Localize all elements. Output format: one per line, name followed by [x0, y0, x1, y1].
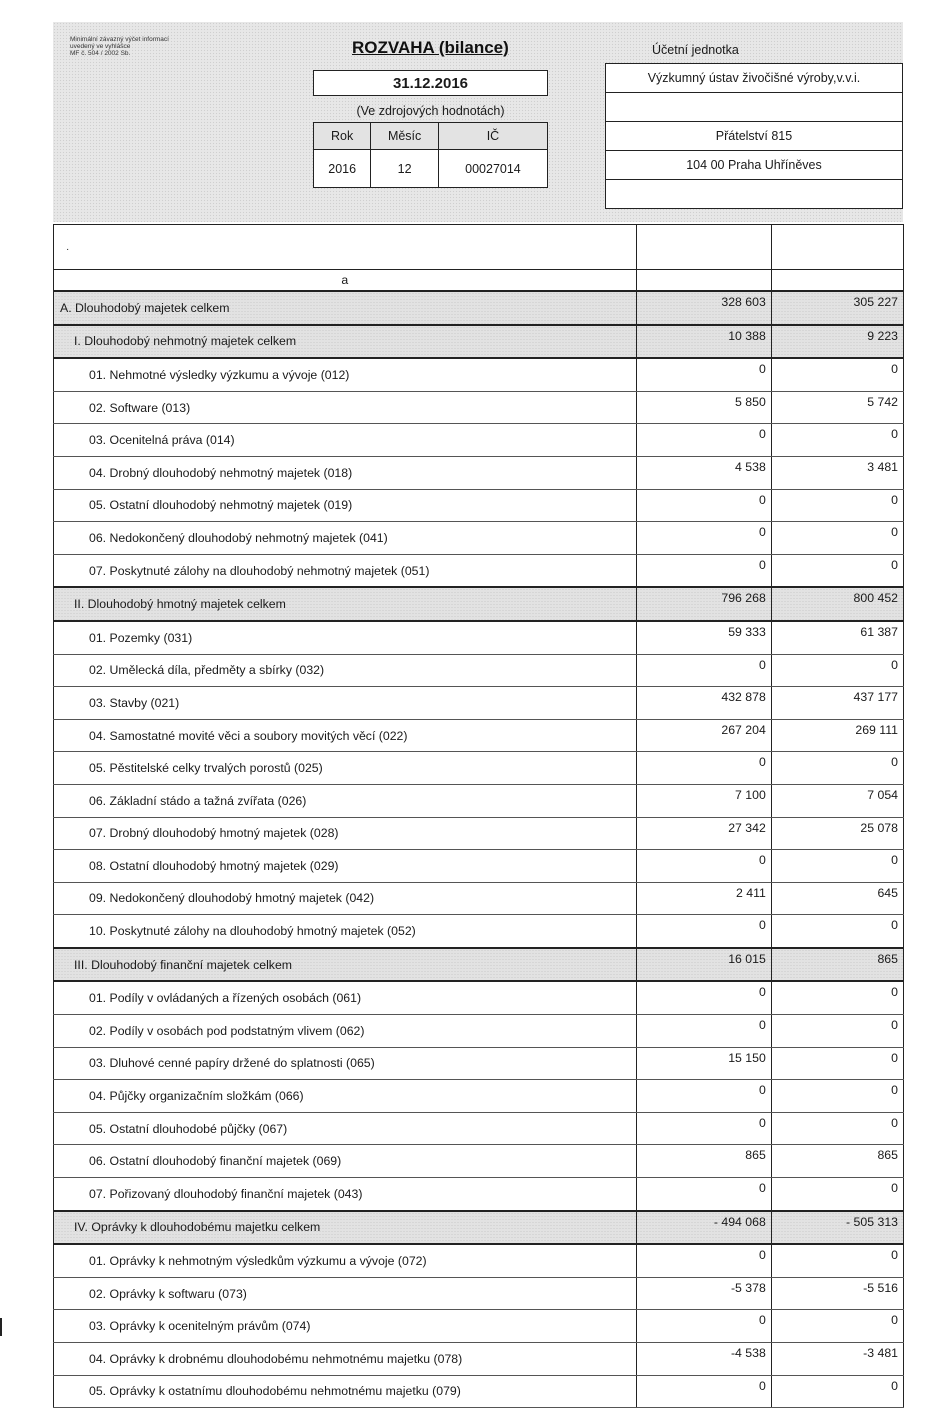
previous-period-value: 0 [771, 1178, 903, 1211]
row-label: 04. Samostatné movité věci a soubory movitých věcí (022) [54, 719, 637, 752]
current-period-value: 432 878 [636, 687, 771, 720]
table-row [54, 1244, 904, 1277]
balance-table [53, 224, 904, 1408]
row-label: 03. Stavby (021) [54, 687, 637, 720]
previous-period-value: 0 [771, 554, 903, 587]
column-letter-a: a [54, 270, 637, 292]
legal-note [70, 36, 169, 57]
previous-period-value: 0 [771, 1375, 903, 1408]
row-label: 04. Půjčky organizačním složkám (066) [54, 1080, 637, 1113]
table-row [54, 784, 904, 817]
header-cell [636, 225, 771, 270]
table-row [54, 1145, 904, 1178]
previous-period-value: 645 [771, 882, 903, 915]
previous-period-value: 5 742 [771, 391, 903, 424]
current-period-value: 2 411 [636, 882, 771, 915]
row-label: 02. Oprávky k softwaru (073) [54, 1277, 637, 1310]
current-period-value: 15 150 [636, 1047, 771, 1080]
current-period-value: 4 538 [636, 456, 771, 489]
row-label: 02. Umělecká díla, předměty a sbírky (032) [54, 654, 637, 687]
table-row [54, 522, 904, 555]
table-row [54, 1277, 904, 1310]
current-period-value: 0 [636, 1112, 771, 1145]
current-period-value: 0 [636, 1244, 771, 1277]
previous-period-value: 305 227 [771, 291, 903, 325]
row-label: 03. Ocenitelná práva (014) [54, 424, 637, 457]
row-label: 01. Oprávky k nehmotným výsledkům výzkumu a vývoje (072) [54, 1244, 637, 1277]
current-period-value: 0 [636, 1080, 771, 1113]
row-label: 07. Poskytnuté zálohy na dlouhodobý nehmotný majetek (051) [54, 554, 637, 587]
header-cell [771, 225, 903, 270]
previous-period-value: 0 [771, 489, 903, 522]
row-label: 04. Oprávky k drobnému dlouhodobému nehmotnému majetku (078) [54, 1343, 637, 1376]
unit-street: Přátelství 815 [606, 122, 902, 151]
table-row [54, 1112, 904, 1145]
column-letter-blank [771, 270, 903, 292]
table-column-letter-row [54, 270, 904, 292]
current-period-value: -4 538 [636, 1343, 771, 1376]
row-label: 05. Oprávky k ostatnímu dlouhodobému nehmotnému majetku (079) [54, 1375, 637, 1408]
table-row [54, 915, 904, 948]
row-label: 04. Drobný dlouhodobý nehmotný majetek (018) [54, 456, 637, 489]
current-period-value: 0 [636, 358, 771, 391]
previous-period-value: 0 [771, 1112, 903, 1145]
row-label: 01. Pozemky (031) [54, 621, 637, 654]
table-row [54, 850, 904, 883]
section-row [54, 291, 904, 325]
current-period-value: 10 388 [636, 325, 771, 359]
ico-header: IČ [438, 123, 547, 150]
previous-period-value: -3 481 [771, 1343, 903, 1376]
table-row [54, 1343, 904, 1376]
current-period-value: 0 [636, 1178, 771, 1211]
row-label: 09. Nedokončený dlouhodobý hmotný majetek (042) [54, 882, 637, 915]
section-row [54, 1211, 904, 1245]
current-period-value: 0 [636, 981, 771, 1014]
current-period-value: 59 333 [636, 621, 771, 654]
current-period-value: 7 100 [636, 784, 771, 817]
month-value: 12 [371, 150, 439, 188]
row-label: 06. Nedokončený dlouhodobý nehmotný majetek (041) [54, 522, 637, 555]
identification-table [313, 122, 548, 188]
previous-period-value: 0 [771, 654, 903, 687]
row-label: 07. Pořizovaný dlouhodobý finanční majetek (043) [54, 1178, 637, 1211]
row-label: 01. Nehmotné výsledky výzkumu a vývoje (012) [54, 358, 637, 391]
row-label: 10. Poskytnuté zálohy na dlouhodobý hmotný majetek (052) [54, 915, 637, 948]
legal-note-line: MF č. 504 / 2002 Sb. [70, 50, 131, 57]
month-header: Měsíc [371, 123, 439, 150]
previous-period-value: 0 [771, 752, 903, 785]
row-label: 02. Podíly v osobách pod podstatným vlivem (062) [54, 1015, 637, 1048]
current-period-value: 0 [636, 489, 771, 522]
table-row [54, 1015, 904, 1048]
report-date: 31.12.2016 [313, 70, 548, 96]
previous-period-value: 0 [771, 850, 903, 883]
table-row [54, 817, 904, 850]
row-label: 01. Podíly v ovládaných a řízených osobách (061) [54, 981, 637, 1014]
previous-period-value: 0 [771, 981, 903, 1014]
previous-period-value: 0 [771, 522, 903, 555]
previous-period-value: 61 387 [771, 621, 903, 654]
current-period-value: 0 [636, 915, 771, 948]
column-letter-blank [636, 270, 771, 292]
row-label: IV. Oprávky k dlouhodobému majetku celkem [54, 1211, 637, 1245]
ico-value: 00027014 [438, 150, 547, 188]
legal-note-line: Minimální závazný výčet informací [70, 36, 169, 43]
previous-period-value: 3 481 [771, 456, 903, 489]
table-row [54, 621, 904, 654]
current-period-value: 0 [636, 1310, 771, 1343]
page-edge-mark [0, 1318, 2, 1336]
previous-period-value: 0 [771, 1080, 903, 1113]
year-value: 2016 [314, 150, 371, 188]
unit-name: Výzkumný ústav živočišné výroby,v.v.i. [606, 64, 902, 93]
row-label: 06. Ostatní dlouhodobý finanční majetek (069) [54, 1145, 637, 1178]
current-period-value: 0 [636, 424, 771, 457]
table-row [54, 1080, 904, 1113]
previous-period-value: 0 [771, 1244, 903, 1277]
previous-period-value: 269 111 [771, 719, 903, 752]
row-label: 06. Základní stádo a tažná zvířata (026) [54, 784, 637, 817]
current-period-value: 0 [636, 752, 771, 785]
table-row [54, 489, 904, 522]
previous-period-value: 437 177 [771, 687, 903, 720]
previous-period-value: 865 [771, 1145, 903, 1178]
row-label: III. Dlouhodobý finanční majetek celkem [54, 948, 637, 982]
current-period-value: 0 [636, 654, 771, 687]
row-label: 05. Ostatní dlouhodobý nehmotný majetek (019) [54, 489, 637, 522]
row-label: II. Dlouhodobý hmotný majetek celkem [54, 587, 637, 621]
current-period-value: -5 378 [636, 1277, 771, 1310]
previous-period-value: 9 223 [771, 325, 903, 359]
unit-label: Účetní jednotka [652, 43, 739, 57]
row-label: A. Dlouhodobý majetek celkem [54, 291, 637, 325]
unit-blank-line [606, 93, 902, 122]
row-label: 03. Oprávky k ocenitelným právům (074) [54, 1310, 637, 1343]
header-dot: · [66, 244, 70, 255]
current-period-value: 328 603 [636, 291, 771, 325]
table-row [54, 1375, 904, 1408]
previous-period-value: - 505 313 [771, 1211, 903, 1245]
current-period-value: 27 342 [636, 817, 771, 850]
previous-period-value: 0 [771, 1047, 903, 1080]
previous-period-value: 7 054 [771, 784, 903, 817]
row-label: 02. Software (013) [54, 391, 637, 424]
previous-period-value: -5 516 [771, 1277, 903, 1310]
previous-period-value: 0 [771, 424, 903, 457]
header-cell [54, 225, 637, 270]
row-label: 05. Ostatní dlouhodobé půjčky (067) [54, 1112, 637, 1145]
unit-box [605, 63, 903, 209]
previous-period-value: 0 [771, 358, 903, 391]
section-row [54, 587, 904, 621]
row-label: 03. Dluhové cenné papíry držené do splatnosti (065) [54, 1047, 637, 1080]
legal-note-line: uvedený ve vyhlášce [70, 43, 131, 50]
row-label: I. Dlouhodobý nehmotný majetek celkem [54, 325, 637, 359]
current-period-value: 5 850 [636, 391, 771, 424]
previous-period-value: 0 [771, 1015, 903, 1048]
table-row [54, 424, 904, 457]
table-row [54, 554, 904, 587]
row-label: 07. Drobný dlouhodobý hmotný majetek (028) [54, 817, 637, 850]
current-period-value: 0 [636, 1375, 771, 1408]
unit-blank-line [606, 180, 902, 208]
year-header: Rok [314, 123, 371, 150]
section-row [54, 325, 904, 359]
table-row [54, 752, 904, 785]
current-period-value: 267 204 [636, 719, 771, 752]
current-period-value: 865 [636, 1145, 771, 1178]
current-period-value: 0 [636, 1015, 771, 1048]
previous-period-value: 800 452 [771, 587, 903, 621]
section-row [54, 948, 904, 982]
current-period-value: 0 [636, 522, 771, 555]
table-row [54, 882, 904, 915]
current-period-value: 0 [636, 850, 771, 883]
current-period-value: 796 268 [636, 587, 771, 621]
table-row [54, 981, 904, 1014]
previous-period-value: 0 [771, 915, 903, 948]
previous-period-value: 25 078 [771, 817, 903, 850]
current-period-value: - 494 068 [636, 1211, 771, 1245]
table-row [54, 391, 904, 424]
table-row [54, 687, 904, 720]
current-period-value: 16 015 [636, 948, 771, 982]
table-row [54, 358, 904, 391]
document-title: ROZVAHA (bilance) [352, 38, 509, 57]
table-header-row [54, 225, 904, 270]
table-row [54, 719, 904, 752]
table-row [54, 1178, 904, 1211]
row-label: 08. Ostatní dlouhodobý hmotný majetek (029) [54, 850, 637, 883]
unit-city: 104 00 Praha Uhříněves [606, 151, 902, 180]
table-row [54, 1310, 904, 1343]
values-note: (Ve zdrojových hodnotách) [356, 104, 505, 118]
current-period-value: 0 [636, 554, 771, 587]
previous-period-value: 0 [771, 1310, 903, 1343]
table-row [54, 654, 904, 687]
table-row [54, 1047, 904, 1080]
row-label: 05. Pěstitelské celky trvalých porostů (025) [54, 752, 637, 785]
previous-period-value: 865 [771, 948, 903, 982]
table-row [54, 456, 904, 489]
